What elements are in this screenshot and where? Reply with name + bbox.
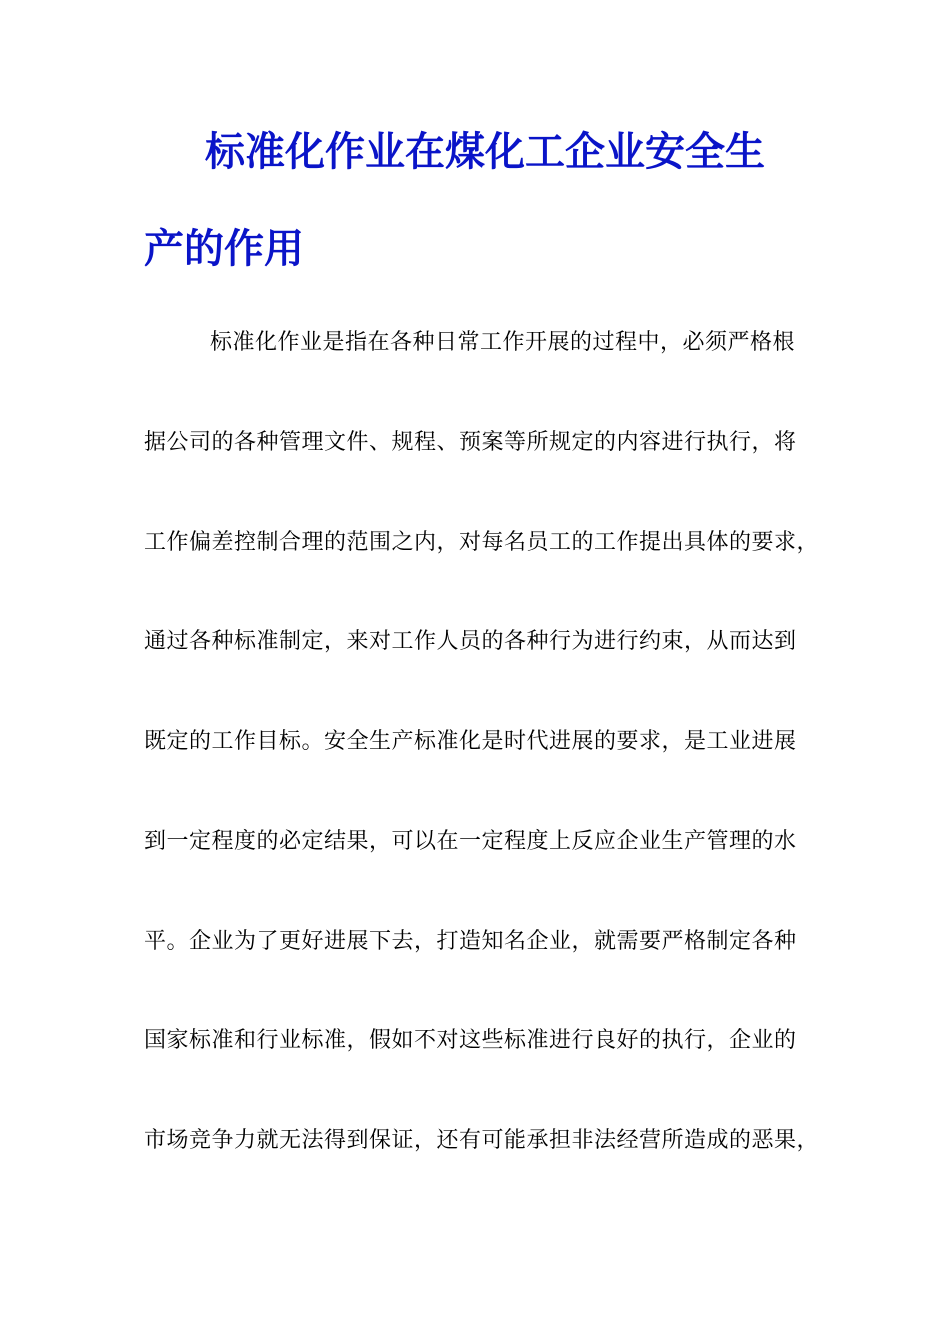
body-line-4: 通过各种标准制定，来对工作人员的各种行为进行约束，从而达到	[144, 629, 797, 654]
body-line-6: 到一定程度的必定结果，可以在一定程度上反应企业生产管理的水	[144, 829, 797, 854]
body-line-8: 国家标准和行业标准，假如不对这些标准进行良好的执行，企业的	[144, 1028, 797, 1053]
body-line-5: 既定的工作目标。安全生产标准化是时代进展的要求，是工业进展	[144, 729, 797, 754]
body-line-1: 标准化作业是指在各种日常工作开展的过程中，必须严格根	[210, 330, 796, 355]
body-line-9: 市场竞争力就无法得到保证，还有可能承担非法经营所造成的恶果，	[144, 1128, 820, 1153]
body-line-7: 平。企业为了更好进展下去，打造知名企业，就需要严格制定各种	[144, 929, 797, 954]
body-line-2: 据公司的各种管理文件、规程、预案等所规定的内容进行执行，将	[144, 430, 797, 455]
body-line-3: 工作偏差控制合理的范围之内，对每名员工的工作提出具体的要求，	[144, 530, 820, 555]
document-title-line-2: 产的作用	[144, 226, 304, 272]
document-title-line-1: 标准化作业在煤化工企业安全生	[205, 129, 765, 175]
